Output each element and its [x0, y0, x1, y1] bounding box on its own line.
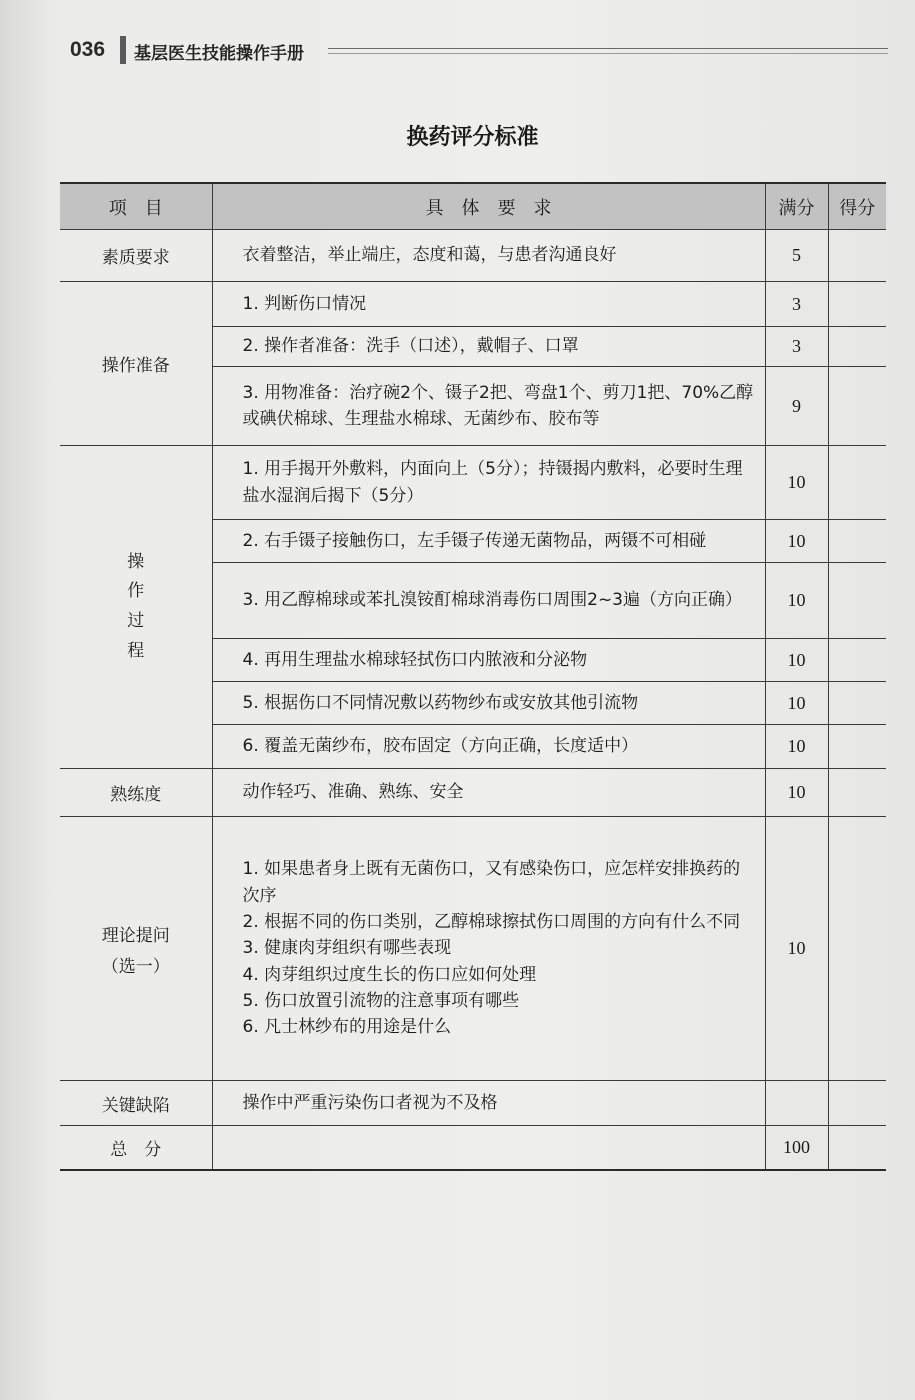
header-rule-secondary [328, 53, 888, 54]
requirement-cell: 动作轻巧、准确、熟练、安全 [212, 769, 765, 817]
full-score-cell: 10 [765, 563, 828, 639]
vertical-label-char: 操 [127, 551, 145, 572]
table-row [60, 1081, 886, 1126]
item-cell: 关键缺陷 [60, 1081, 212, 1126]
theory-question: 4. 肉芽组织过度生长的伤口应如何处理 [242, 964, 537, 985]
score-cell [828, 682, 886, 725]
requirement-cell: 1. 判断伤口情况 [212, 282, 765, 327]
full-score-cell: 10 [765, 817, 828, 1081]
requirement-cell: 5. 根据伤口不同情况敷以药物纱布或安放其他引流物 [212, 682, 765, 725]
item-cell [60, 446, 212, 769]
item-cell: 熟练度 [60, 769, 212, 817]
score-cell [828, 563, 886, 639]
book-title: 基层医生技能操作手册 [134, 44, 304, 64]
full-score-cell: 10 [765, 446, 828, 520]
theory-sublabel: （选一） [101, 956, 170, 977]
vertical-label-char: 程 [127, 640, 145, 661]
theory-question: 6. 凡士林纱布的用途是什么 [242, 1017, 452, 1038]
item-cell [60, 817, 212, 1081]
table-row [60, 446, 886, 520]
scoring-table [60, 182, 886, 1171]
column-header-score: 得分 [828, 183, 886, 230]
vertical-label-char: 过 [127, 611, 145, 631]
score-cell [828, 817, 886, 1081]
score-cell [828, 327, 886, 367]
item-cell: 素质要求 [60, 230, 212, 282]
table-header-row [60, 183, 886, 230]
theory-label: 理论提问 [101, 925, 170, 946]
score-cell [828, 639, 886, 682]
table-row [60, 817, 886, 1081]
full-score-cell [765, 1081, 828, 1126]
table-title: 换药评分标准 [406, 125, 539, 150]
full-score-cell: 10 [765, 682, 828, 725]
table-row [60, 769, 886, 817]
score-cell [828, 367, 886, 446]
running-header [70, 36, 890, 66]
requirement-cell: 1. 用手揭开外敷料，内面向上（5分）；持镊揭内敷料，必要时生理盐水湿润后揭下（5分） [212, 446, 765, 520]
score-cell [828, 725, 886, 769]
table-row [60, 230, 886, 282]
theory-question: 5. 伤口放置引流物的注意事项有哪些 [242, 991, 520, 1012]
column-header-requirement: 具 体 要 求 [212, 183, 765, 230]
requirement-cell [212, 1126, 765, 1170]
score-cell [828, 230, 886, 282]
requirement-cell: 3. 用乙醇棉球或苯扎溴铵酊棉球消毒伤口周围2~3遍（方向正确） [212, 563, 765, 639]
score-cell [828, 282, 886, 327]
theory-question: 1. 如果患者身上既有无菌伤口，又有感染伤口，应怎样安排换药的次序 [242, 859, 741, 906]
score-cell [828, 520, 886, 563]
requirement-cell: 操作中严重污染伤口者视为不及格 [212, 1081, 765, 1126]
full-score-cell: 10 [765, 769, 828, 817]
full-score-cell: 3 [765, 282, 828, 327]
column-header-item: 项 目 [60, 183, 212, 230]
requirement-cell: 2. 右手镊子接触伤口，左手镊子传递无菌物品，两镊不可相碰 [212, 520, 765, 563]
score-cell [828, 1081, 886, 1126]
full-score-cell: 5 [765, 230, 828, 282]
header-divider-bar [120, 36, 126, 64]
full-score-cell: 3 [765, 327, 828, 367]
score-cell [828, 446, 886, 520]
page-number: 036 [70, 38, 106, 61]
full-score-cell: 100 [765, 1126, 828, 1170]
theory-question: 3. 健康肉芽组织有哪些表现 [242, 938, 452, 959]
table-row [60, 282, 886, 327]
requirement-cell: 4. 再用生理盐水棉球轻拭伤口内脓液和分泌物 [212, 639, 765, 682]
requirement-cell [212, 817, 765, 1081]
requirement-cell: 2. 操作者准备：洗手（口述），戴帽子、口罩 [212, 327, 765, 367]
full-score-cell: 10 [765, 725, 828, 769]
column-header-full-score: 满分 [765, 183, 828, 230]
header-rule [328, 48, 888, 49]
theory-question: 2. 根据不同的伤口类别，乙醇棉球擦拭伤口周围的方向有什么不同 [242, 911, 741, 932]
requirement-cell: 衣着整洁，举止端庄，态度和蔼，与患者沟通良好 [212, 230, 765, 282]
score-cell [828, 1126, 886, 1170]
item-cell: 总 分 [60, 1126, 212, 1170]
item-cell: 操作准备 [60, 282, 212, 446]
vertical-label-char: 作 [127, 581, 145, 602]
full-score-cell: 9 [765, 367, 828, 446]
table-row [60, 1126, 886, 1170]
full-score-cell: 10 [765, 639, 828, 682]
score-cell [828, 769, 886, 817]
requirement-cell: 6. 覆盖无菌纱布，胶布固定（方向正确，长度适中） [212, 725, 765, 769]
requirement-cell: 3. 用物准备：治疗碗2个、镊子2把、弯盘1个、剪刀1把、70%乙醇或碘伏棉球、生理盐水棉球、无菌纱布、胶布等 [212, 367, 765, 446]
full-score-cell: 10 [765, 520, 828, 563]
